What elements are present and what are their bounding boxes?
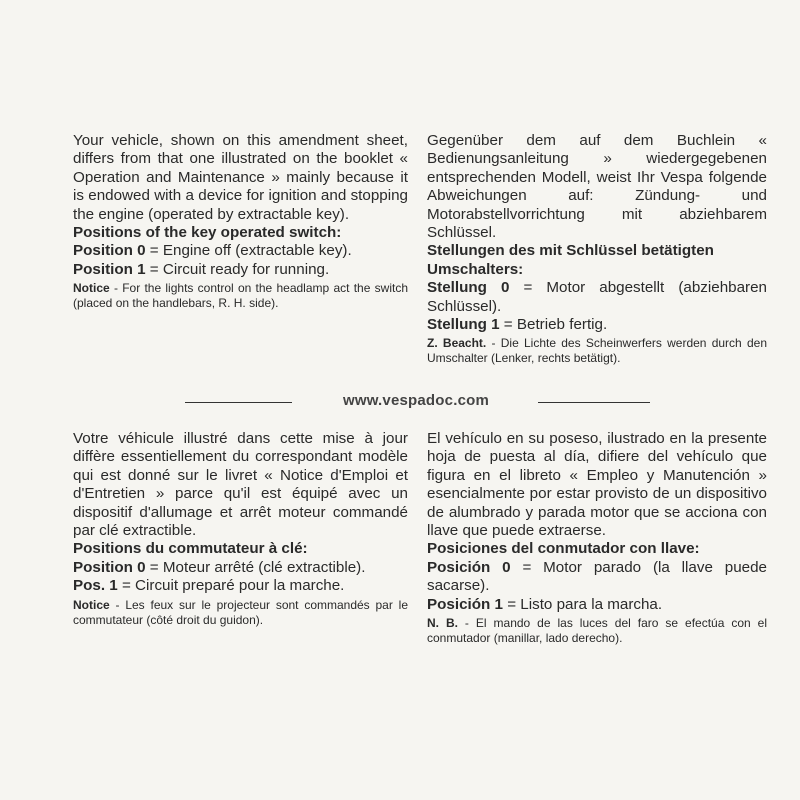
spanish-position-1-text: = Listo para la marcha. [502,595,663,613]
french-position-0-label: Position 0 [73,558,146,576]
english-position-1 [73,261,408,279]
english-notice-text: - For the lights control on the headlamp act the switch (placed on the handlebars, R. H. side). [73,281,408,311]
spanish-notice-text: - El mando de las luces del faro se efectúa con el conmutador (manillar, lado derecho). [427,616,767,646]
english-heading: Positions of the key operated switch: [73,224,342,242]
separator [0,390,800,414]
french-intro: Votre véhicule illustré dans cette mise à jour diffère essentiellement du correspondant modèle qui est donné sur le livret « Notice d'Emploi et d'Entretien » parce qu'il est équipé avec un dispositif d'allumage et arrêt moteur commandé par clé extractible. [73,430,408,540]
german-position-1-label: Stellung 1 [427,316,500,334]
english-position-0-text: = Engine off (extractable key). [145,242,352,260]
spanish-section [427,430,767,646]
spanish-heading: Posiciones del conmutador con llave: [427,540,700,558]
french-heading: Positions du commutateur à clé: [73,540,308,558]
spanish-position-1-label: Posición 1 [427,595,503,613]
german-position-0-label: Stellung 0 [427,279,510,297]
english-position-0 [73,242,408,260]
spanish-intro: El vehículo en su poseso, ilustrado en la presente hoja de puesta al día, difiere del vehículo que figura en el libreto « Empleo y Manutención » esencialmente por estar provisto de un dispositivo de alumbrado y parada motor que se acciona con llave que puede extraerse. [427,430,767,540]
english-position-1-text: = Circuit ready for running. [145,260,330,278]
french-notice-label: Notice [73,597,110,612]
separator-rule-left [185,402,292,403]
spanish-position-1 [427,596,767,614]
spanish-position-0 [427,559,767,596]
german-notice-label: Z. Beacht. [427,336,487,351]
french-position-1 [73,577,408,595]
english-intro: Your vehicle, shown on this amendment sheet, differs from that one illustrated on the booklet « Operation and Maintenance » mainly because it is endowed with a device for ignition and stopping the engine (operated by extractable key). [73,132,408,223]
website-link[interactable]: www.vespadoc.com [342,392,490,409]
german-section [427,132,767,366]
spanish-position-0-text: = Motor parado (la llave puede sacarse). [427,558,767,595]
english-notice-label: Notice [73,281,110,296]
english-position-1-label: Position 1 [73,260,146,278]
french-notice-text: - Les feux sur le projecteur sont commandés par le commutateur (côté droit du guidon). [73,597,408,627]
spanish-position-0-label: Posición 0 [427,558,511,576]
french-position-0 [73,559,408,577]
german-heading: Stellungen des mit Schlüssel betätigten Umschalters: [427,242,714,278]
separator-rule-right [538,402,650,403]
german-position-0-text: = Motor abgestellt (abziehbaren Schlüssel). [427,279,767,315]
german-position-1 [427,316,767,334]
spanish-notice [427,616,767,646]
french-position-1-text: = Circuit preparé pour la marche. [117,577,345,595]
french-position-1-label: Pos. 1 [73,577,118,595]
spanish-notice-label: N. B. [427,616,458,631]
english-section [73,132,408,311]
french-position-0-text: = Moteur arrêté (clé extractible). [145,558,366,576]
german-position-1-text: = Betrieb fertig. [499,316,608,334]
german-notice [427,336,767,366]
german-intro: Gegenüber dem auf dem Buchlein « Bedienungsanleitung » wiedergegebenen entsprechenden Modell, weist Ihr Vespa folgende Abweichungen auf: Zündung- und Motorabstellvorrichtung mit abziehbarem Schlüssel. [427,132,767,242]
english-position-0-label: Position 0 [73,242,146,260]
french-section [73,430,408,628]
german-position-0 [427,279,767,316]
french-notice [73,598,408,628]
english-notice [73,281,408,311]
german-notice-text: - Die Lichte des Scheinwerfers werden durch den Umschalter (Lenker, rechts betätigt). [427,336,767,366]
